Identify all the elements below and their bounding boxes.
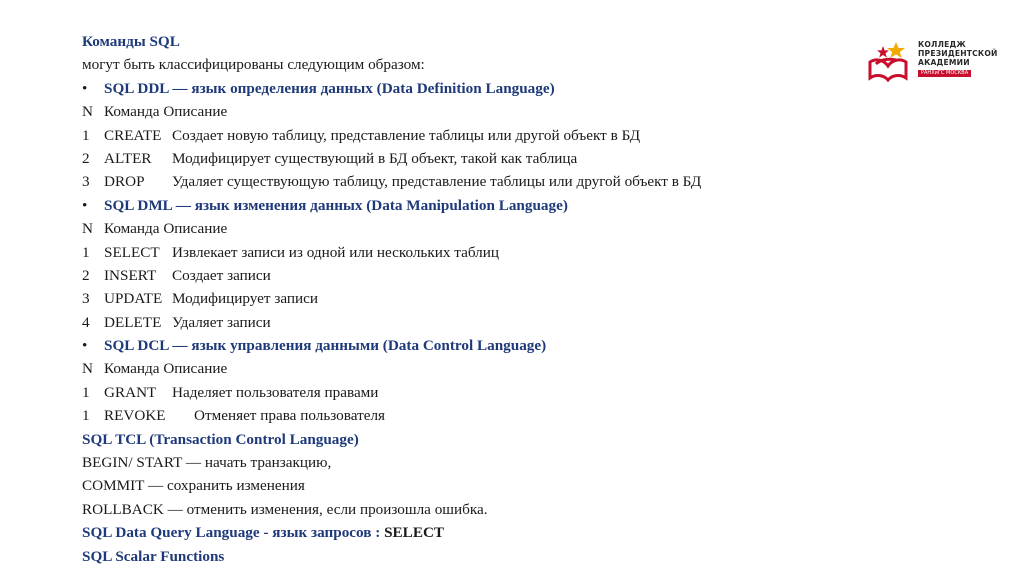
bullet: • (82, 337, 88, 355)
logo-line-2: ПРЕЗИДЕНТСКОЙ (918, 49, 998, 58)
table-row (82, 404, 862, 427)
slide-title: Команды SQL (82, 33, 180, 50)
row-number: 3 (82, 173, 90, 191)
row-command: UPDATE (104, 290, 163, 308)
row-command: ALTER (104, 149, 152, 167)
table-row (82, 311, 862, 334)
dcl-table-header (82, 357, 862, 380)
dql-heading (82, 521, 862, 544)
dcl-heading (82, 334, 862, 357)
table-row (82, 287, 862, 310)
slide-content (82, 30, 862, 568)
row-number: 1 (82, 383, 90, 401)
table-row (82, 170, 862, 193)
row-number: 2 (82, 149, 90, 167)
col-description: Описание (163, 360, 228, 378)
row-command: CREATE (104, 126, 162, 144)
ddl-heading (82, 77, 862, 100)
tcl-line: COMMIT — сохранить изменения (82, 477, 305, 495)
col-n: N (82, 220, 93, 238)
row-description: Модифицирует существующий в БД объект, такой как таблица (172, 149, 578, 167)
col-n: N (82, 360, 93, 378)
row-description: Удаляет существующую таблицу, представление таблицы или другой объект в БД (172, 173, 702, 191)
row-command: DROP (104, 173, 145, 191)
table-row (82, 381, 862, 404)
ddl-table-header (82, 100, 862, 123)
bullet: • (82, 196, 88, 214)
row-command: REVOKE (104, 407, 166, 425)
col-command: Команда (104, 220, 160, 238)
table-row (82, 147, 862, 170)
row-number: 2 (82, 266, 90, 284)
tcl-heading: SQL TCL (Transaction Control Language) (82, 430, 359, 448)
col-command: Команда (104, 360, 160, 378)
col-command: Команда (104, 103, 160, 121)
scalar-functions-heading: SQL Scalar Functions (82, 547, 225, 565)
logo-text (918, 40, 998, 67)
intro-text: могут быть классифицированы следующим образом: (82, 56, 425, 74)
dml-heading-text: SQL DML — язык изменения данных (Data Manipulation Language) (104, 196, 568, 214)
logo-line-3: АКАДЕМИИ (918, 58, 970, 67)
row-number: 4 (82, 313, 90, 331)
row-description: Отменяет права пользователя (194, 407, 386, 425)
dml-table-header (82, 217, 862, 240)
table-row (82, 124, 862, 147)
college-logo (866, 38, 1006, 86)
dql-keyword: SELECT (384, 524, 445, 542)
row-description: Удаляет записи (172, 313, 271, 331)
row-number: 3 (82, 290, 90, 308)
row-description: Модифицирует записи (172, 290, 318, 308)
row-command: SELECT (104, 243, 160, 261)
row-number: 1 (82, 407, 90, 425)
row-command: GRANT (104, 383, 157, 401)
dql-heading-text: SQL Data Query Language - язык запросов : (82, 524, 385, 542)
bullet: • (82, 79, 88, 97)
academy-emblem-icon (866, 38, 914, 84)
row-description: Наделяет пользователя правами (172, 383, 379, 401)
dcl-heading-text: SQL DCL — язык управления данными (Data Control Language) (104, 337, 547, 355)
logo-subtitle: РАНХиГС МОСКВА (918, 70, 971, 77)
col-description: Описание (163, 103, 228, 121)
row-description: Создает новую таблицу, представление таблицы или другой объект в БД (172, 126, 641, 144)
row-command: INSERT (104, 266, 157, 284)
tcl-line: BEGIN/ START — начать транзакцию, (82, 454, 332, 472)
col-n: N (82, 103, 93, 121)
row-number: 1 (82, 126, 90, 144)
row-description: Извлекает записи из одной или нескольких таблиц (172, 243, 500, 261)
dml-heading (82, 194, 862, 217)
row-number: 1 (82, 243, 90, 261)
tcl-line: ROLLBACK — отменить изменения, если произошла ошибка. (82, 500, 488, 518)
table-row (82, 241, 862, 264)
row-command: DELETE (104, 313, 162, 331)
table-row (82, 264, 862, 287)
ddl-heading-text: SQL DDL — язык определения данных (Data Definition Language) (104, 79, 555, 97)
logo-line-1: КОЛЛЕДЖ (918, 40, 966, 49)
row-description: Создает записи (172, 266, 271, 284)
col-description: Описание (163, 220, 228, 238)
